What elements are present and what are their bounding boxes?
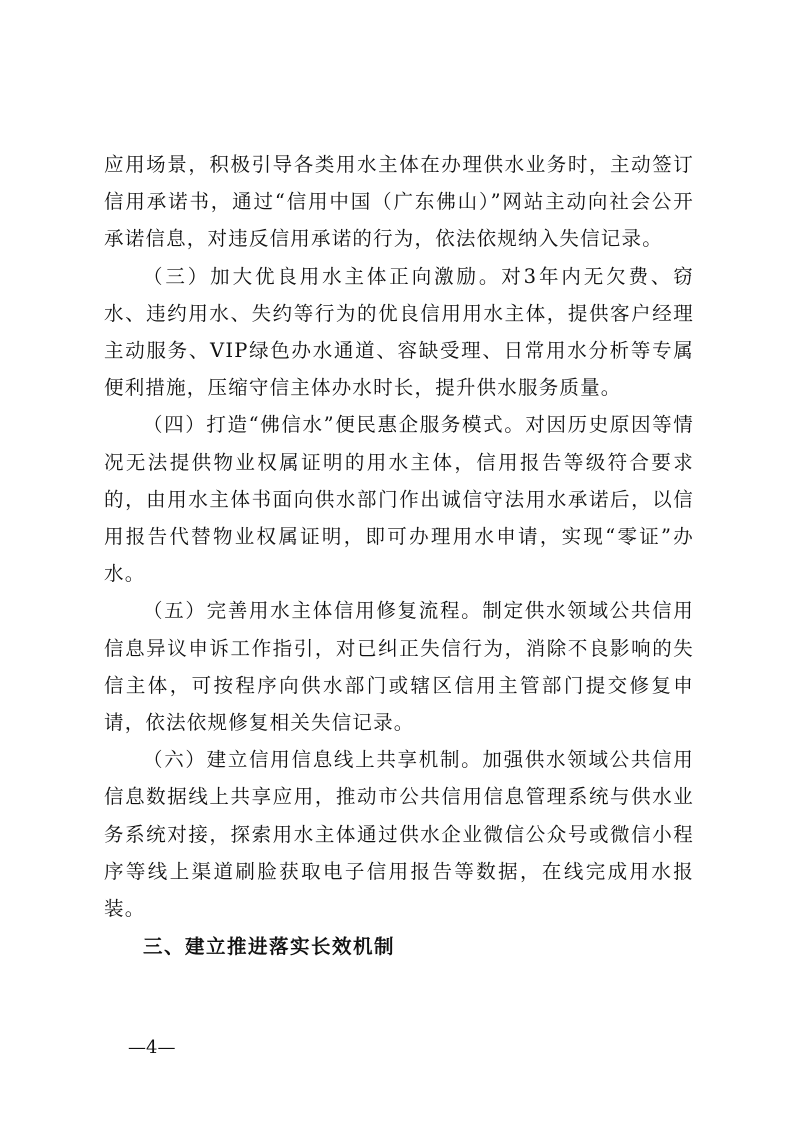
- paragraph-credit-repair: （五）完善用水主体信用修复流程。制定供水领域公共信用信息异议申诉工作指引，对已纠正失信行为，消除不良影响的失信主体，可按程序向供水部门或辖区信用主管部门提交修复申请，依法依规修复相关失信记录。: [104, 599, 694, 735]
- page-number: —4—: [128, 1037, 176, 1058]
- paragraph-incentives: （三）加大优良用水主体正向激励。对3年内无欠费、窃水、违约用水、失约等行为的优良信用用水主体，提供客户经理主动服务、VIP绿色办水通道、容缺受理、日常用水分析等专属便利措施，压缩守信主体办水时长，提升供水服务质量。: [104, 264, 694, 400]
- paragraph-info-sharing: （六）建立信用信息线上共享机制。加强供水领域公共信用信息数据线上共享应用，推动市公共信用信息管理系统与供水业务系统对接，探索用水主体通过供水企业微信公众号或微信小程序等线上渠道刷脸获取电子信用报告等数据，在线完成用水报装。: [104, 748, 694, 921]
- body-text: [104, 146, 694, 927]
- section-heading: 三、建立推进落实长效机制: [143, 935, 396, 958]
- paragraph-service-model: （四）打造“佛信水”便民惠企服务模式。对因历史原因等情况无法提供物业权属证明的用水主体，信用报告等级符合要求的，由用水主体书面向供水部门作出诚信守法用水承诺后，以信用报告代替物业权属证明，即可办理用水申请，实现“零证”办水。: [104, 413, 694, 586]
- paragraph-continued: 应用场景，积极引导各类用水主体在办理供水业务时，主动签订信用承诺书，通过“信用中国（广东佛山）”网站主动向社会公开承诺信息，对违反信用承诺的行为，依法依规纳入失信记录。: [104, 153, 694, 251]
